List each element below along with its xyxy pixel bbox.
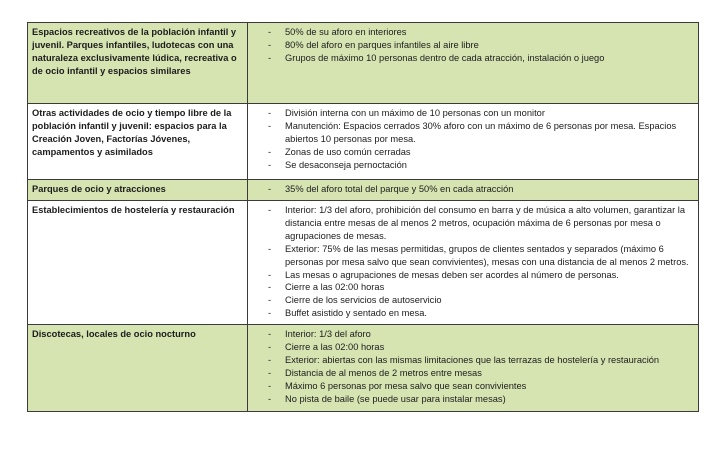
- dash-marker: -: [268, 120, 272, 131]
- dash-marker: -: [268, 329, 272, 340]
- list-item: - Interior: 1/3 del aforo, prohibición del consumo en barra y de música a alto volumen, garantizar la distancia entre mesas de al menos 2 metros, ocupación máxima de 6 personas por mesa o agrupaciones de mesas.: [268, 205, 685, 241]
- dash-marker: -: [268, 39, 272, 50]
- row-label: Otras actividades de ocio y tiempo libre de la población infantil y juvenil: espacios para la Creación Joven, Factorías Jóvenes, campamentos y asimilados: [28, 104, 248, 180]
- dash-marker: -: [268, 243, 272, 254]
- list-item: - 35% del aforo total del parque y 50% en cada atracción: [268, 184, 514, 194]
- bullet-list: [252, 328, 694, 405]
- dash-marker: -: [268, 27, 272, 37]
- dash-marker: -: [268, 269, 272, 280]
- list-item: - Distancia de al menos de 2 metros entre mesas: [268, 367, 482, 378]
- bullet-list: [252, 26, 694, 65]
- table-row: [28, 104, 699, 180]
- list-item: - Las mesas o agrupaciones de mesas deben ser acordes al número de personas.: [268, 269, 619, 280]
- dash-marker: -: [268, 308, 272, 319]
- table-row: [28, 201, 699, 325]
- bullet-list: [252, 204, 694, 320]
- list-item: - Cierre a las 02:00 horas: [268, 282, 385, 293]
- table-row: [28, 180, 699, 201]
- list-item: - Máximo 6 personas por mesa salvo que sean convivientes: [268, 380, 527, 391]
- list-item: - No pista de baile (se puede usar para instalar mesas): [268, 393, 506, 404]
- table-row: [28, 23, 699, 104]
- list-item: - Exterior: abiertas con las mismas limitaciones que las terrazas de hostelería y restauración: [268, 354, 660, 365]
- list-item: - Interior: 1/3 del aforo: [268, 329, 371, 340]
- dash-marker: -: [268, 184, 272, 194]
- list-item: - 80% del aforo en parques infantiles al aire libre: [268, 39, 479, 50]
- list-item: - Grupos de máximo 10 personas dentro de cada atracción, instalación o juego: [268, 52, 605, 63]
- row-label: Establecimientos de hostelería y restauración: [28, 201, 248, 325]
- list-item: - Buffet asistido y sentado en mesa.: [268, 308, 427, 319]
- row-label: Parques de ocio y atracciones: [28, 180, 248, 201]
- dash-marker: -: [268, 52, 272, 63]
- dash-marker: -: [268, 205, 272, 215]
- dash-marker: -: [268, 282, 272, 293]
- list-item: - Se desaconseja pernoctación: [268, 159, 407, 170]
- list-item: - Cierre a las 02:00 horas: [268, 342, 385, 353]
- list-item: - Manutención: Espacios cerrados 30% aforo con un máximo de 6 personas por mesa. Espacios abiertos 10 personas por mesa.: [268, 120, 677, 144]
- dash-marker: -: [268, 342, 272, 353]
- row-details: [248, 180, 699, 201]
- dash-marker: -: [268, 367, 272, 378]
- list-item: - Exterior: 75% de las mesas permitidas, grupos de clientes sentados y separados (máximo 6 personas por mesa salvo que sean convivientes), mesas con una distancia de al menos 2 metros.: [268, 243, 689, 267]
- list-item: - 50% de su aforo en interiores: [268, 27, 407, 37]
- dash-marker: -: [268, 159, 272, 170]
- dash-marker: -: [268, 380, 272, 391]
- row-details: [248, 201, 699, 325]
- table-row: [28, 325, 699, 412]
- bullet-list: [252, 183, 694, 196]
- list-item: - División interna con un máximo de 10 personas con un monitor: [268, 108, 545, 118]
- dash-marker: -: [268, 108, 272, 118]
- dash-marker: -: [268, 393, 272, 404]
- dash-marker: -: [268, 295, 272, 306]
- row-details: [248, 325, 699, 412]
- row-label: Espacios recreativos de la población infantil y juvenil. Parques infantiles, ludotecas con una naturaleza exclusivamente lúdica, recreativa o de ocio infantil y espacios similares: [28, 23, 248, 104]
- list-item: - Zonas de uso común cerradas: [268, 146, 411, 157]
- dash-marker: -: [268, 354, 272, 365]
- row-label: Discotecas, locales de ocio nocturno: [28, 325, 248, 412]
- restrictions-table: [27, 22, 699, 412]
- list-item: - Cierre de los servicios de autoservicio: [268, 295, 442, 306]
- bullet-list: [252, 107, 694, 172]
- row-details: [248, 104, 699, 180]
- dash-marker: -: [268, 146, 272, 157]
- row-details: [248, 23, 699, 104]
